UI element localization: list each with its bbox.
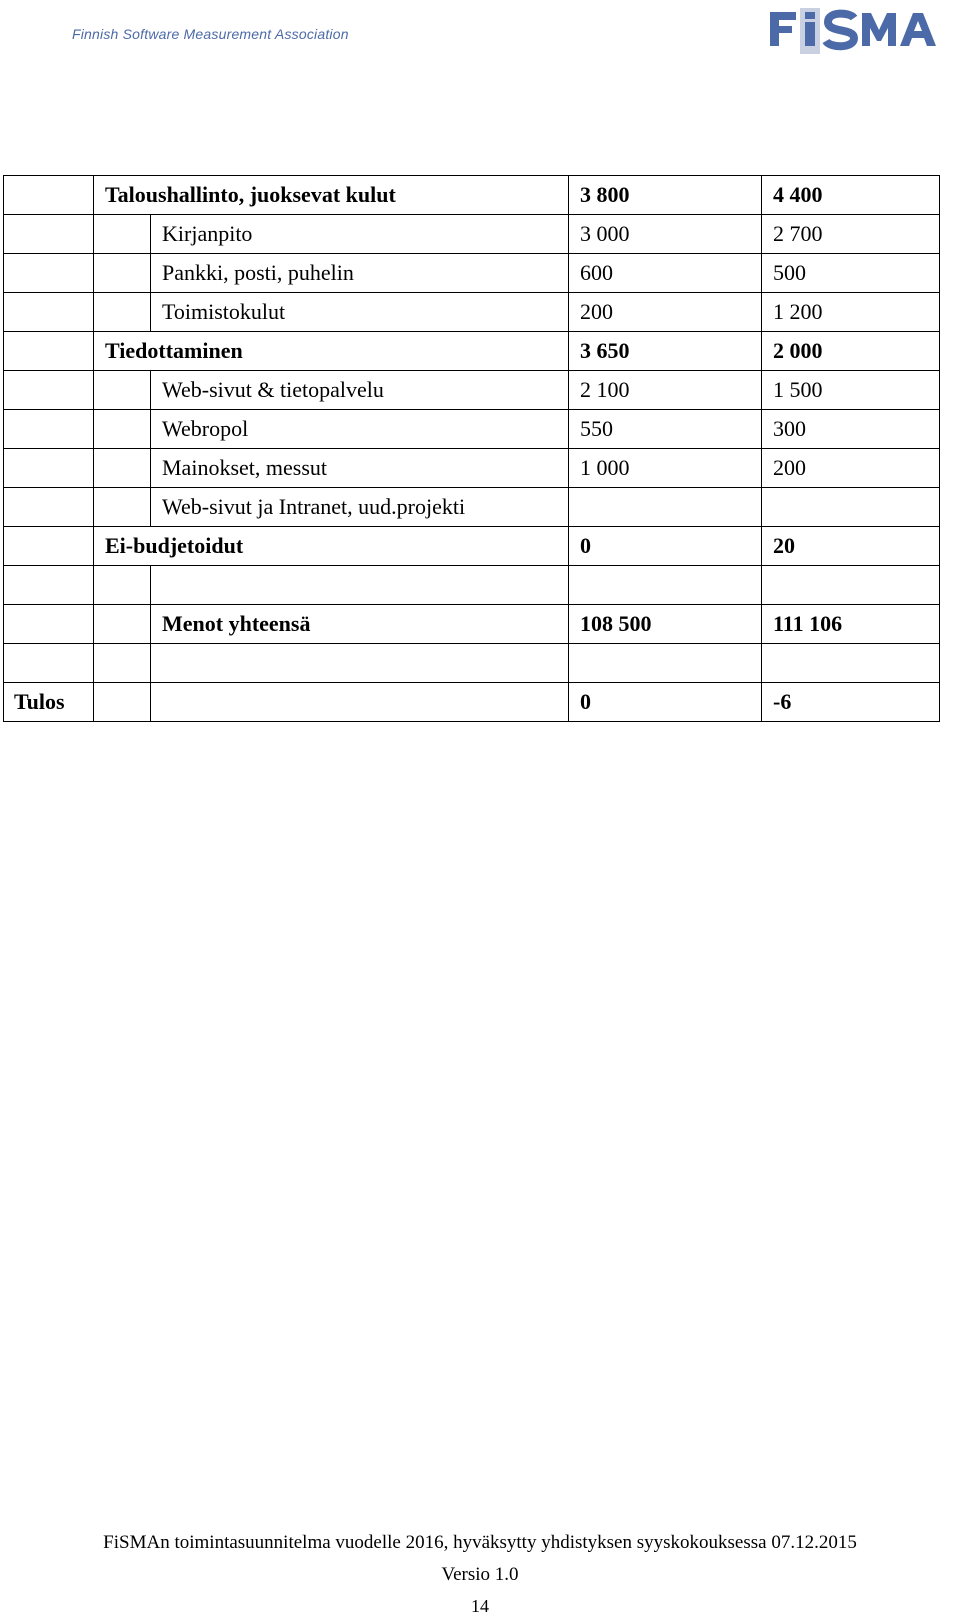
table-cell: 500 [762, 254, 940, 293]
table-cell: Toimistokulut [151, 293, 569, 332]
table-cell [94, 215, 151, 254]
table-cell [4, 332, 94, 371]
table-cell [151, 566, 569, 605]
table-row [4, 371, 940, 410]
table-cell: 4 400 [762, 176, 940, 215]
table-cell [94, 254, 151, 293]
table-cell: 111 106 [762, 605, 940, 644]
table-cell [4, 176, 94, 215]
table-row [4, 176, 940, 215]
table-cell [94, 644, 151, 683]
table-cell [4, 293, 94, 332]
table-cell [569, 566, 762, 605]
table-cell: 200 [762, 449, 940, 488]
table-cell [151, 683, 569, 722]
table-cell: 600 [569, 254, 762, 293]
table-cell: 20 [762, 527, 940, 566]
header-tagline: Finnish Software Measurement Association [72, 26, 349, 42]
table-cell: 3 000 [569, 215, 762, 254]
table-cell: Pankki, posti, puhelin [151, 254, 569, 293]
table-cell [4, 488, 94, 527]
table-cell [4, 566, 94, 605]
table-cell: Mainokset, messut [151, 449, 569, 488]
table-cell: 0 [569, 527, 762, 566]
fisma-logo [770, 8, 956, 56]
table-cell: 2 700 [762, 215, 940, 254]
table-cell [151, 644, 569, 683]
table-cell: 3 800 [569, 176, 762, 215]
table-row [4, 644, 940, 683]
table-row [4, 605, 940, 644]
table-row [4, 215, 940, 254]
table-row [4, 683, 940, 722]
budget-table [3, 175, 940, 722]
table-cell [94, 371, 151, 410]
table-cell: Ei-budjetoidut [94, 527, 569, 566]
table-cell: Menot yhteensä [151, 605, 569, 644]
table-cell [94, 683, 151, 722]
table-cell [569, 644, 762, 683]
table-cell: 1 500 [762, 371, 940, 410]
table-cell: Kirjanpito [151, 215, 569, 254]
table-cell: 2 100 [569, 371, 762, 410]
table-row [4, 254, 940, 293]
table-cell: 0 [569, 683, 762, 722]
table-cell [4, 215, 94, 254]
table-cell [762, 644, 940, 683]
table-cell [94, 410, 151, 449]
table-row [4, 293, 940, 332]
table-cell: Tiedottaminen [94, 332, 569, 371]
table-cell [4, 644, 94, 683]
table-cell: 550 [569, 410, 762, 449]
footer-version: Versio 1.0 [441, 1564, 519, 1585]
table-cell: Web-sivut & tietopalvelu [151, 371, 569, 410]
table-cell: -6 [762, 683, 940, 722]
table-cell [762, 566, 940, 605]
table-cell: 3 650 [569, 332, 762, 371]
table-row [4, 332, 940, 371]
table-cell [94, 566, 151, 605]
table-cell: 200 [569, 293, 762, 332]
table-cell: 1 200 [762, 293, 940, 332]
table-cell: Web-sivut ja Intranet, uud.projekti [151, 488, 569, 527]
table-cell [4, 410, 94, 449]
table-cell [762, 488, 940, 527]
table-cell [4, 254, 94, 293]
table-row [4, 410, 940, 449]
table-row [4, 527, 940, 566]
table-cell [94, 605, 151, 644]
table-cell [94, 449, 151, 488]
table-cell: 108 500 [569, 605, 762, 644]
table-row [4, 449, 940, 488]
table-cell [4, 449, 94, 488]
table-row [4, 488, 940, 527]
table-cell: 1 000 [569, 449, 762, 488]
table-cell [94, 488, 151, 527]
table-cell [94, 293, 151, 332]
table-cell [4, 371, 94, 410]
table-cell [569, 488, 762, 527]
table-cell [4, 527, 94, 566]
table-row [4, 566, 940, 605]
table-cell: Taloushallinto, juoksevat kulut [94, 176, 569, 215]
table-cell: 2 000 [762, 332, 940, 371]
table-cell: 300 [762, 410, 940, 449]
page-number: 14 [471, 1596, 489, 1616]
table-cell: Webropol [151, 410, 569, 449]
footer-document-title: FiSMAn toimintasuunnitelma vuodelle 2016, hyväksytty yhdistyksen syyskokouksessa 07.12.2015 [103, 1532, 857, 1553]
table-cell: Tulos [4, 683, 94, 722]
table-cell [4, 605, 94, 644]
